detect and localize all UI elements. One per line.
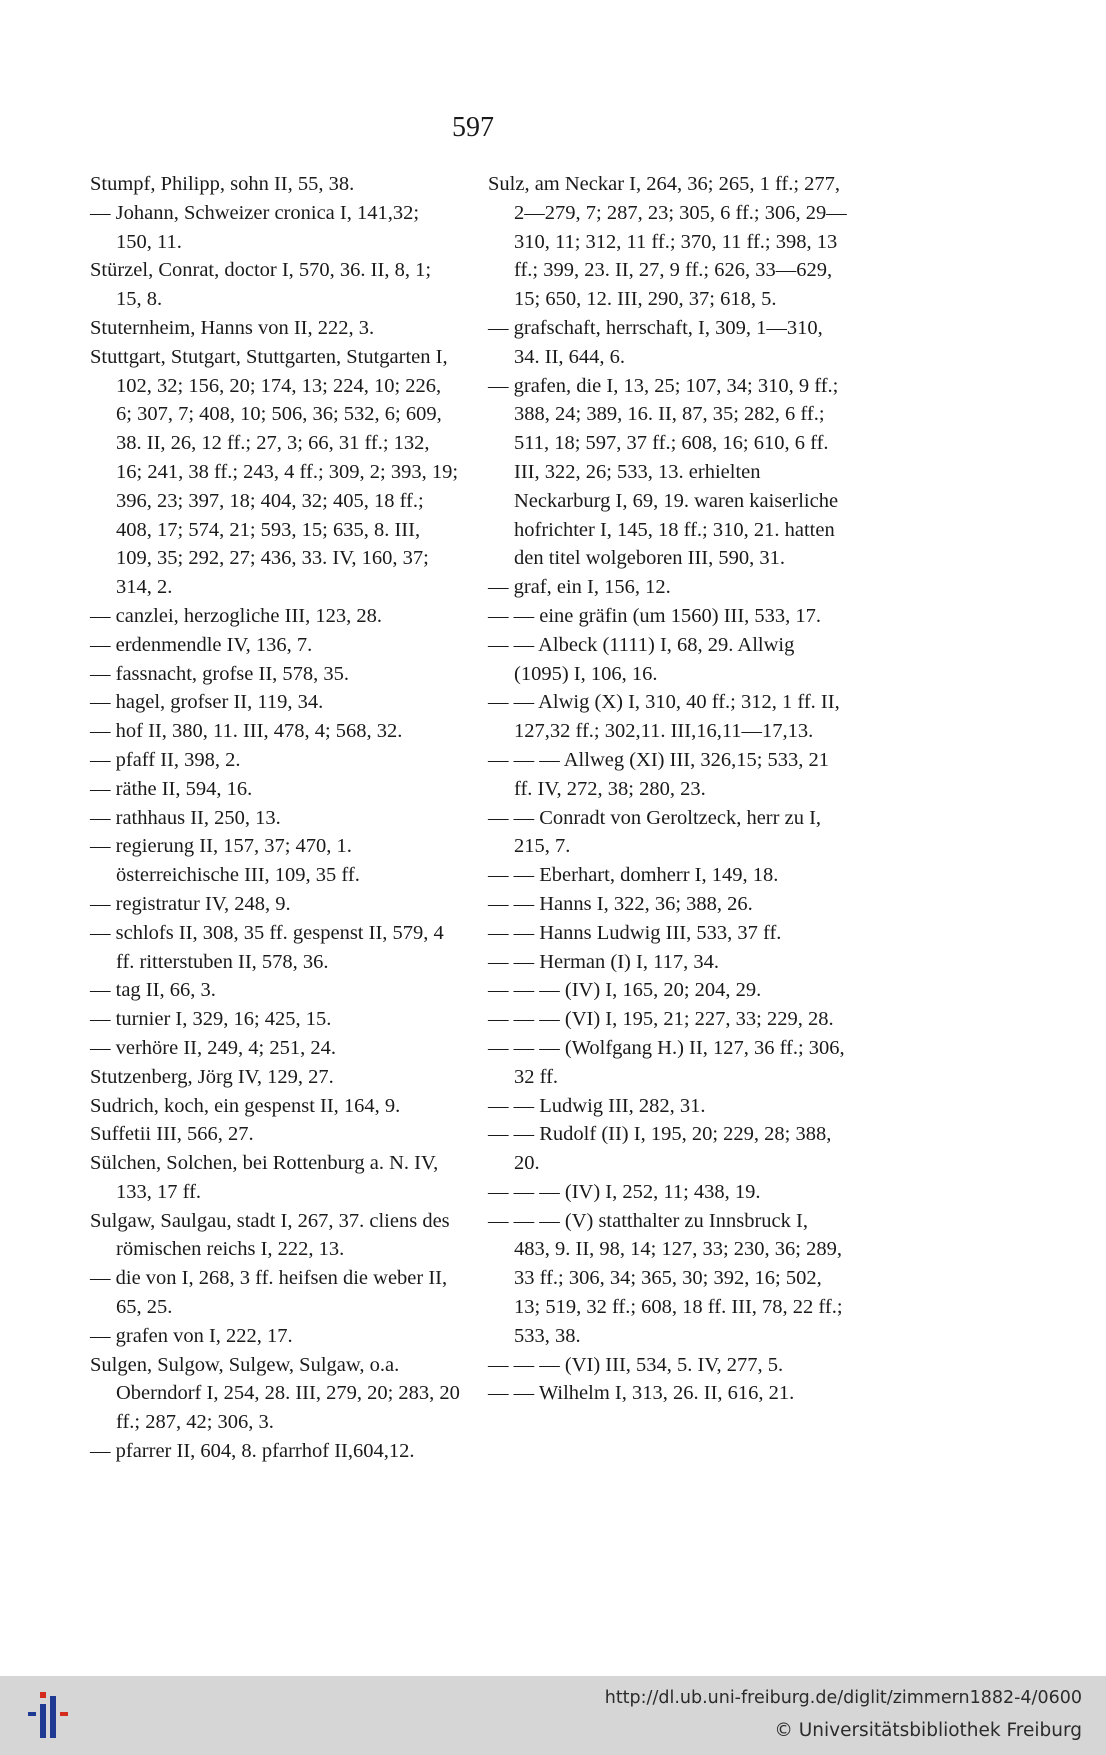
index-entry: — — — Allweg (XI) III, 326,15; 533, 21 ff. IV, 272, 38; 280, 23.	[488, 748, 830, 800]
index-entry: — schlofs II, 308, 35 ff. gespenst II, 579, 4 ff. ritterstuben II, 578, 36.	[90, 921, 444, 973]
index-entry: Stürzel, Conrat, doctor I, 570, 36. II, 8, 1; 15, 8.	[90, 259, 432, 311]
index-entry: — — Hanns Ludwig III, 533, 37 ff.	[488, 921, 782, 944]
index-entry: — registratur IV, 248, 9.	[90, 892, 291, 915]
ub-freiburg-logo-icon	[24, 1686, 68, 1742]
index-entry: — canzlei, herzogliche III, 123, 28.	[90, 604, 383, 627]
source-url-link[interactable]: http://dl.ub.uni-freiburg.de/diglit/zimmern1882-4/0600	[604, 1688, 1082, 1708]
index-column-right	[488, 170, 848, 1408]
index-entry: — Johann, Schweizer cronica I, 141,32; 150, 11.	[90, 201, 420, 253]
index-entry: — hof II, 380, 11. III, 478, 4; 568, 32.	[90, 720, 403, 743]
index-entry: — pfaff II, 398, 2.	[90, 748, 241, 771]
index-entry: — erdenmendle IV, 136, 7.	[90, 633, 313, 656]
index-entry: — — Conradt von Geroltzeck, herr zu I, 215, 7.	[488, 806, 822, 858]
index-entry: — — Wilhelm I, 313, 26. II, 616, 21.	[488, 1382, 795, 1405]
index-entry: — fassnacht, grofse II, 578, 35.	[90, 662, 350, 685]
index-entry: — — eine gräfin (um 1560) III, 533, 17.	[488, 604, 822, 627]
index-entry: — — Ludwig III, 282, 31.	[488, 1094, 706, 1117]
index-entry: — graf, ein I, 156, 12.	[488, 576, 671, 599]
index-entry: Sudrich, koch, ein gespenst II, 164, 9.	[90, 1094, 401, 1117]
index-entry: — verhöre II, 249, 4; 251, 24.	[90, 1036, 336, 1059]
index-entry: — turnier I, 329, 16; 425, 15.	[90, 1008, 332, 1031]
page-number: 597	[452, 112, 494, 143]
index-entry: — — Rudolf (II) I, 195, 20; 229, 28; 388, 20.	[488, 1123, 832, 1175]
index-entry: — hagel, grofser II, 119, 34.	[90, 691, 324, 714]
index-entry: — — — (IV) I, 252, 11; 438, 19.	[488, 1180, 761, 1203]
index-entry: — tag II, 66, 3.	[90, 979, 216, 1002]
index-entry: — — Herman (I) I, 117, 34.	[488, 950, 719, 973]
footer-bar	[0, 1676, 1106, 1755]
index-entry: — regierung II, 157, 37; 470, 1. österreichische III, 109, 35 ff.	[90, 835, 360, 887]
index-entry: — — — (V) statthalter zu Innsbruck I, 483, 9. II, 98, 14; 127, 33; 230, 36; 289, 33 ff.; 306, 34; 365, 30; 392, 16; 502, 13; 519, 32 ff.; 608, 18 ff. III, 78, 22 ff.; 533, 38.	[488, 1209, 843, 1347]
index-entry: Sülchen, Solchen, bei Rottenburg a. N. IV, 133, 17 ff.	[90, 1152, 439, 1203]
index-entry: Sulgen, Sulgow, Sulgew, Sulgaw, o.a. Oberndorf I, 254, 28. III, 279, 20; 283, 20 ff.; 287, 42; 306, 3.	[90, 1353, 460, 1434]
copyright-notice: © Universitätsbibliothek Freiburg	[774, 1720, 1082, 1741]
index-entry: — pfarrer II, 604, 8. pfarrhof II,604,12.	[90, 1440, 415, 1463]
index-entry: Sulgaw, Saulgau, stadt I, 267, 37. cliens des römischen reichs I, 222, 13.	[90, 1209, 450, 1261]
index-entry: — grafschaft, herrschaft, I, 309, 1—310, 34. II, 644, 6.	[488, 316, 823, 368]
index-entry: — grafen von I, 222, 17.	[90, 1324, 293, 1347]
index-entry: — rathhaus II, 250, 13.	[90, 806, 281, 829]
index-entry: — — Hanns I, 322, 36; 388, 26.	[488, 892, 753, 915]
index-entry: Stutzenberg, Jörg IV, 129, 27.	[90, 1065, 334, 1088]
index-entry: — grafen, die I, 13, 25; 107, 34; 310, 9 ff.; 388, 24; 389, 16. II, 87, 35; 282, 6 ff.; 511, 18; 597, 37 ff.; 608, 16; 610, 6 ff. III, 322, 26; 533, 13. erhielten Neckarburg I, 69, 19. waren kaiserliche hofrichter I, 145, 18 ff.; 310, 21. hatten den titel wolgeboren III, 590, 31.	[488, 374, 839, 570]
index-entry: Stuttgart, Stutgart, Stuttgarten, Stutgarten I, 102, 32; 156, 20; 174, 13; 224, 10; 226, 6; 307, 7; 408, 10; 506, 36; 532, 6; 609, 38. II, 26, 12 ff.; 27, 3; 66, 31 ff.; 132, 16; 241, 38 ff.; 243, 4 ff.; 309, 2; 393, 19; 396, 23; 397, 18; 404, 32; 405, 18 ff.; 408, 17; 574, 21; 593, 15; 635, 8. III, 109, 35; 292, 27; 436, 33. IV, 160, 37; 314, 2.	[90, 345, 459, 599]
index-entry: — die von I, 268, 3 ff. heifsen die weber II, 65, 25.	[90, 1267, 448, 1319]
index-entry: — — — (Wolfgang H.) II, 127, 36 ff.; 306, 32 ff.	[488, 1036, 845, 1088]
index-entry: — — Alwig (X) I, 310, 40 ff.; 312, 1 ff. II, 127,32 ff.; 302,11. III,16,11—17,13.	[488, 691, 840, 743]
index-entry: Sulz, am Neckar I, 264, 36; 265, 1 ff.; 277, 2—279, 7; 287, 23; 305, 6 ff.; 306, 29—310, 11; 312, 11 ff.; 370, 11 ff.; 398, 13 ff.; 399, 23. II, 27, 9 ff.; 626, 33—629, 15; 650, 12. III, 290, 37; 618, 5.	[488, 173, 847, 311]
index-entry: Suffetii III, 566, 27.	[90, 1123, 254, 1146]
index-entry: — — Eberhart, domherr I, 149, 18.	[488, 864, 779, 887]
index-entry: — — — (VI) I, 195, 21; 227, 33; 229, 28.	[488, 1008, 834, 1031]
index-column-left	[90, 170, 460, 1466]
index-entry: — räthe II, 594, 16.	[90, 777, 253, 800]
index-entry: — — — (IV) I, 165, 20; 204, 29.	[488, 979, 762, 1002]
index-entry: Stuternheim, Hanns von II, 222, 3.	[90, 316, 375, 339]
index-entry: — — Albeck (1111) I, 68, 29. Allwig (1095) I, 106, 16.	[488, 633, 795, 685]
index-entry: — — — (VI) III, 534, 5. IV, 277, 5.	[488, 1353, 784, 1376]
index-entry: Stumpf, Philipp, sohn II, 55, 38.	[90, 173, 355, 195]
